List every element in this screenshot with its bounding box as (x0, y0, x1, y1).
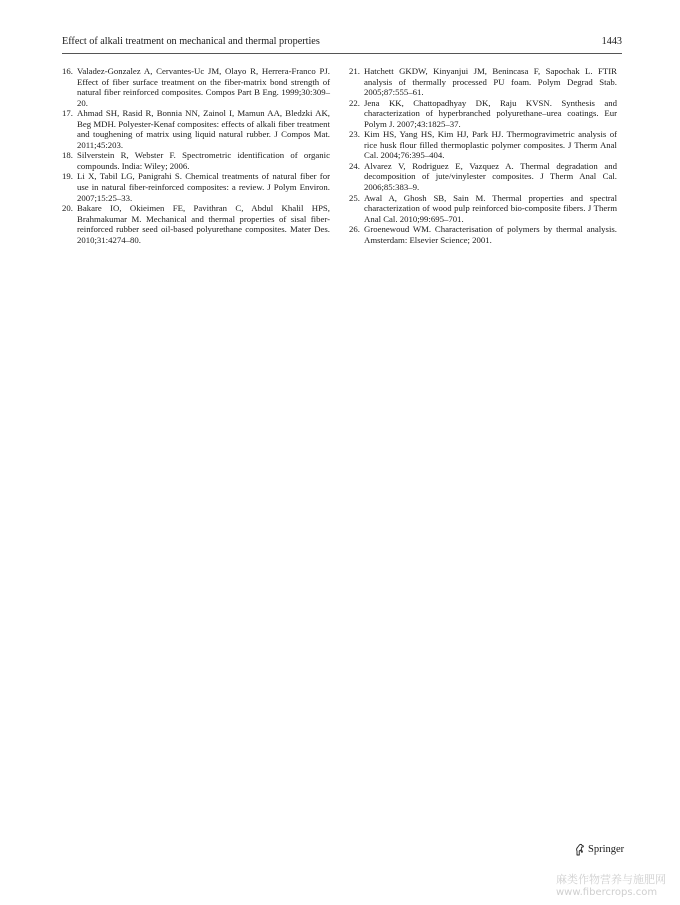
reference-number: 25. (349, 192, 360, 203)
springer-horse-icon (574, 843, 585, 856)
running-header (62, 36, 622, 50)
reference-item (62, 150, 330, 171)
reference-number: 17. (62, 108, 73, 119)
reference-text: Li X, Tabil LG, Panigrahi S. Chemical treatments of natural fiber for use in natural fiber-reinforced composites: a review. J Polym Environ. 2007;15:25–33. (77, 171, 330, 203)
reference-item (62, 108, 330, 150)
running-title: Effect of alkali treatment on mechanical and thermal properties (62, 36, 320, 47)
reference-number: 19. (62, 171, 73, 182)
reference-text: Ahmad SH, Rasid R, Bonnia NN, Zainol I, Mamun AA, Bledzki AK, Beg MDH. Polyester-Kenaf composites: effects of alkali fiber treatment and toughening of matrix using liquid natural rubber. J Compos Mat. 2011;45:203. (77, 108, 330, 150)
reference-number: 18. (62, 150, 73, 161)
reference-text: Jena KK, Chattopadhyay DK, Raju KVSN. Synthesis and characterization of hyperbranched polyurethane–urea coatings. Eur Polym J. 2007;43:1825–37. (364, 97, 617, 129)
site-watermark (556, 873, 666, 899)
reference-text: Silverstein R, Webster F. Spectrometric identification of organic compounds. India: Wiley; 2006. (77, 150, 330, 171)
reference-number: 24. (349, 160, 360, 171)
reference-number: 23. (349, 129, 360, 140)
reference-number: 26. (349, 224, 360, 235)
reference-number: 22. (349, 97, 360, 108)
reference-text: Groenewoud WM. Characterisation of polymers by thermal analysis. Amsterdam: Elsevier Science; 2001. (364, 224, 617, 245)
reference-item (349, 129, 617, 161)
reference-number: 21. (349, 66, 360, 76)
reference-item (62, 171, 330, 203)
reference-item (62, 66, 330, 108)
watermark-url: www.fibercrops.com (556, 887, 658, 898)
reference-item (349, 98, 617, 130)
references-column-right (349, 66, 617, 245)
reference-text: Alvarez V, Rodriguez E, Vazquez A. Thermal degradation and decomposition of jute/vinylester composites. J Therm Anal Cal. 2006;85:383–9. (364, 160, 617, 193)
reference-text: Hatchett GKDW, Kinyanjui JM, Benincasa F, Sapochak L. FTIR analysis of thermally processed PU foam. Polym Degrad Stab. 2005;87:555–61. (364, 66, 617, 98)
reference-item (349, 66, 617, 98)
reference-item (349, 193, 617, 225)
watermark-text: 麻类作物营养与施肥网 (556, 873, 666, 886)
reference-item (349, 224, 617, 245)
reference-text: Awal A, Ghosh SB, Sain M. Thermal properties and spectral characterization of wood pulp reinforced bio-composite fibers. J Therm Anal Cal. 2010;99:695–701. (364, 192, 617, 224)
reference-text: Bakare IO, Okieimen FE, Pavithran C, Abdul Khalil HPS, Brahmakumar M. Mechanical and thermal properties of sisal fiber-reinforced rubber seed oil-based polyurethane composites. Mater Des. 2010;31:4274–80. (77, 203, 330, 245)
reference-item (349, 161, 617, 193)
publisher-logo (574, 841, 624, 857)
page-number: 1443 (601, 36, 622, 47)
reference-number: 20. (62, 203, 73, 214)
header-rule (62, 53, 622, 54)
publisher-name: Springer (588, 843, 625, 855)
reference-item (62, 203, 330, 245)
reference-number: 16. (62, 66, 73, 76)
reference-text: Valadez-Gonzalez A, Cervantes-Uc JM, Olayo R, Herrera-Franco PJ. Effect of fiber surface treatment on the fiber-matrix bond strength of natural fiber reinforced composites. Compos Part B Eng. 1999;30:309–20. (77, 66, 330, 108)
references-column-left (62, 66, 330, 245)
reference-text: Kim HS, Yang HS, Kim HJ, Park HJ. Thermogravimetric analysis of rice husk flour filled thermoplastic polymer composites. J Therm Anal Cal. 2004;76:395–404. (364, 129, 617, 161)
